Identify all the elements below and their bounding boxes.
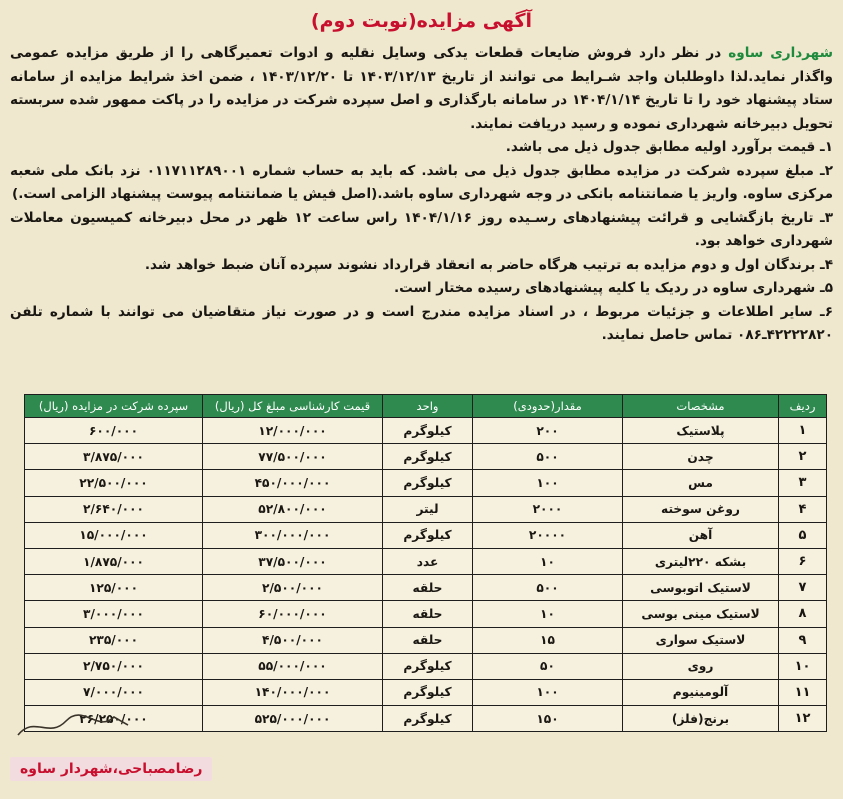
col-header-row-number: ردیف — [779, 395, 827, 418]
table-row — [25, 627, 827, 653]
intro-paragraph — [10, 42, 833, 136]
cell-specification: پلاستیک — [623, 418, 779, 444]
cell-deposit: ۲۶/۲۵۰/۰۰۰ — [25, 706, 203, 732]
col-header-quantity: مقدار(حدودی) — [473, 395, 623, 418]
condition-5: ۵ـ شهرداری ساوه در ردیک یا کلیه پیشنهادهای رسیده مختار است. — [393, 280, 833, 296]
table-row — [25, 653, 827, 679]
cell-specification: چدن — [623, 444, 779, 470]
cell-specification: آهن — [623, 522, 779, 548]
cell-expert-price: ۵۵/۰۰۰/۰۰۰ — [203, 653, 383, 679]
cell-row-number: ۷ — [779, 575, 827, 601]
cell-deposit: ۱۵/۰۰۰/۰۰۰ — [25, 522, 203, 548]
cell-specification: لاستیک مینی بوسی — [623, 601, 779, 627]
table-row — [25, 548, 827, 574]
table-row — [25, 418, 827, 444]
signature-scribble-icon — [14, 705, 134, 745]
col-header-unit: واحد — [383, 395, 473, 418]
intro-text: در نظر دارد فروش ضایعات قطعات یدکی وسایل نقلیه و ادوات تعمیرگاهی را از طریق مزایده عمومی واگذار نماید.لذا داوطلبان واجد شـرایط می توانند از تاریخ ۱۴۰۳/۱۲/۱۳ تا ۱۴۰۳/۱۲/۲۰ ، ضمن اخذ شرایط مزایده از سامانه ستاد پیشنهاد خود را تا تاریخ ۱۴۰۴/۱/۱۴ در سامانه بارگذاری و اصل سپرده شرکت در مزایده را در پاکت ممهور شده سربسته تحویل دبیرخانه شهرداری نموده و رسید دریافت نمایند. — [10, 45, 833, 132]
cell-expert-price: ۱۲/۰۰۰/۰۰۰ — [203, 418, 383, 444]
cell-unit: کیلوگرم — [383, 522, 473, 548]
cell-unit: حلقه — [383, 601, 473, 627]
cell-unit: حلقه — [383, 627, 473, 653]
cell-quantity: ۱۰۰ — [473, 470, 623, 496]
cell-deposit: ۳/۰۰۰/۰۰۰ — [25, 601, 203, 627]
cell-unit: حلقه — [383, 575, 473, 601]
cell-expert-price: ۷۷/۵۰۰/۰۰۰ — [203, 444, 383, 470]
table-row — [25, 522, 827, 548]
cell-deposit: ۲/۷۵۰/۰۰۰ — [25, 653, 203, 679]
cell-unit: کیلوگرم — [383, 444, 473, 470]
table-row — [25, 679, 827, 705]
cell-unit: کیلوگرم — [383, 653, 473, 679]
cell-unit: کیلوگرم — [383, 706, 473, 732]
cell-quantity: ۱۵۰ — [473, 706, 623, 732]
cell-expert-price: ۴۵۰/۰۰۰/۰۰۰ — [203, 470, 383, 496]
table-body — [25, 418, 827, 732]
condition-3: ۳ـ تاریخ بازگشایی و قرائت پیشنهادهای رسـیده روز ۱۴۰۴/۱/۱۶ راس ساعت ۱۲ ظهر در محل دبیرخانه کمیسیون معاملات شهرداری خواهد بود. — [10, 209, 833, 249]
notice-title: آگهی مزایده(نوبت دوم) — [310, 10, 533, 32]
org-name: شهرداری ساوه — [728, 45, 834, 61]
table-row — [25, 496, 827, 522]
table-header-row — [25, 395, 827, 418]
cell-expert-price: ۵۲۵/۰۰۰/۰۰۰ — [203, 706, 383, 732]
cell-row-number: ۱ — [779, 418, 827, 444]
cell-row-number: ۶ — [779, 548, 827, 574]
cell-expert-price: ۳۷/۵۰۰/۰۰۰ — [203, 548, 383, 574]
condition-4: ۴ـ برندگان اول و دوم مزایده به ترتیب هرگاه حاضر به انعقاد قرارداد نشوند سپرده آنان ضبط خواهد شد. — [144, 256, 833, 273]
cell-unit: لیتر — [383, 496, 473, 522]
table-row — [25, 470, 827, 496]
cell-quantity: ۱۰ — [473, 548, 623, 574]
cell-deposit: ۳/۸۷۵/۰۰۰ — [25, 444, 203, 470]
cell-row-number: ۴ — [779, 496, 827, 522]
cell-row-number: ۹ — [779, 627, 827, 653]
cell-specification: مس — [623, 470, 779, 496]
notice-body — [10, 42, 833, 348]
cell-expert-price: ۵۲/۸۰۰/۰۰۰ — [203, 496, 383, 522]
signature: رضامصباحی،شهردار ساوه — [10, 757, 212, 781]
cell-expert-price: ۴/۵۰۰/۰۰۰ — [203, 627, 383, 653]
cell-quantity: ۲۰۰۰۰ — [473, 522, 623, 548]
cell-deposit: ۲/۶۴۰/۰۰۰ — [25, 496, 203, 522]
table-row — [25, 444, 827, 470]
table-row — [25, 575, 827, 601]
cell-deposit: ۱/۸۷۵/۰۰۰ — [25, 548, 203, 574]
cell-quantity: ۲۰۰۰ — [473, 496, 623, 522]
cell-deposit: ۲۳۵/۰۰۰ — [25, 627, 203, 653]
cell-expert-price: ۱۴۰/۰۰۰/۰۰۰ — [203, 679, 383, 705]
cell-row-number: ۱۲ — [779, 706, 827, 732]
cell-quantity: ۵۰ — [473, 653, 623, 679]
cell-row-number: ۱۱ — [779, 679, 827, 705]
condition-6: ۶ـ سایر اطلاعات و جزئیات مربوط ، در اسناد مزایده مندرج است و در صورت نیاز متقاضیان می توانند با شماره تلفن ۴۲۲۲۲۸۲۰ـ۰۸۶ تماس حاصل نمایند. — [10, 303, 833, 343]
cell-deposit: ۱۲۵/۰۰۰ — [25, 575, 203, 601]
cell-quantity: ۱۰ — [473, 601, 623, 627]
cell-deposit: ۷/۰۰۰/۰۰۰ — [25, 679, 203, 705]
cell-specification: برنج(فلز) — [623, 706, 779, 732]
cell-row-number: ۸ — [779, 601, 827, 627]
cell-specification: آلومینیوم — [623, 679, 779, 705]
cell-row-number: ۲ — [779, 444, 827, 470]
cell-specification: لاستیک سواری — [623, 627, 779, 653]
cell-expert-price: ۲/۵۰۰/۰۰۰ — [203, 575, 383, 601]
condition-1: ۱ـ قیمت برآورد اولیه مطابق جدول ذیل می باشد. — [505, 139, 833, 155]
cell-row-number: ۳ — [779, 470, 827, 496]
condition-2: ۲ـ مبلغ سپرده شرکت در مزایده مطابق جدول ذیل می باشد. که باید به حساب شماره ۰۱۱۷۱۱۲۸۹۰۰۱ نزد بانک ملی شعبه مرکزی ساوه. واریز یا ضمانتنامه بانکی در وجه شهرداری ساوه باشد.(اصل فیش یا ضمانتنامه پیوست پیشنهاد الزامی است.) — [10, 162, 833, 202]
cell-quantity: ۵۰۰ — [473, 444, 623, 470]
table-row — [25, 601, 827, 627]
items-table — [24, 394, 827, 732]
cell-specification: بشکه ۲۲۰لیتری — [623, 548, 779, 574]
cell-unit: کیلوگرم — [383, 470, 473, 496]
cell-deposit: ۲۲/۵۰۰/۰۰۰ — [25, 470, 203, 496]
cell-expert-price: ۶۰/۰۰۰/۰۰۰ — [203, 601, 383, 627]
cell-unit: کیلوگرم — [383, 418, 473, 444]
cell-quantity: ۱۰۰ — [473, 679, 623, 705]
cell-quantity: ۲۰۰ — [473, 418, 623, 444]
cell-expert-price: ۳۰۰/۰۰۰/۰۰۰ — [203, 522, 383, 548]
cell-specification: روی — [623, 653, 779, 679]
cell-quantity: ۵۰۰ — [473, 575, 623, 601]
cell-specification: روغن سوخته — [623, 496, 779, 522]
cell-unit: کیلوگرم — [383, 679, 473, 705]
col-header-specification: مشخصات — [623, 395, 779, 418]
col-header-expert-price: قیمت کارشناسی مبلغ کل (ریال) — [203, 395, 383, 418]
cell-row-number: ۵ — [779, 522, 827, 548]
cell-deposit: ۶۰۰/۰۰۰ — [25, 418, 203, 444]
title-area — [10, 6, 833, 42]
table-row — [25, 706, 827, 732]
col-header-deposit: سپرده شرکت در مزایده (ریال) — [25, 395, 203, 418]
cell-unit: عدد — [383, 548, 473, 574]
cell-row-number: ۱۰ — [779, 653, 827, 679]
cell-specification: لاستیک اتوبوسی — [623, 575, 779, 601]
cell-quantity: ۱۵ — [473, 627, 623, 653]
